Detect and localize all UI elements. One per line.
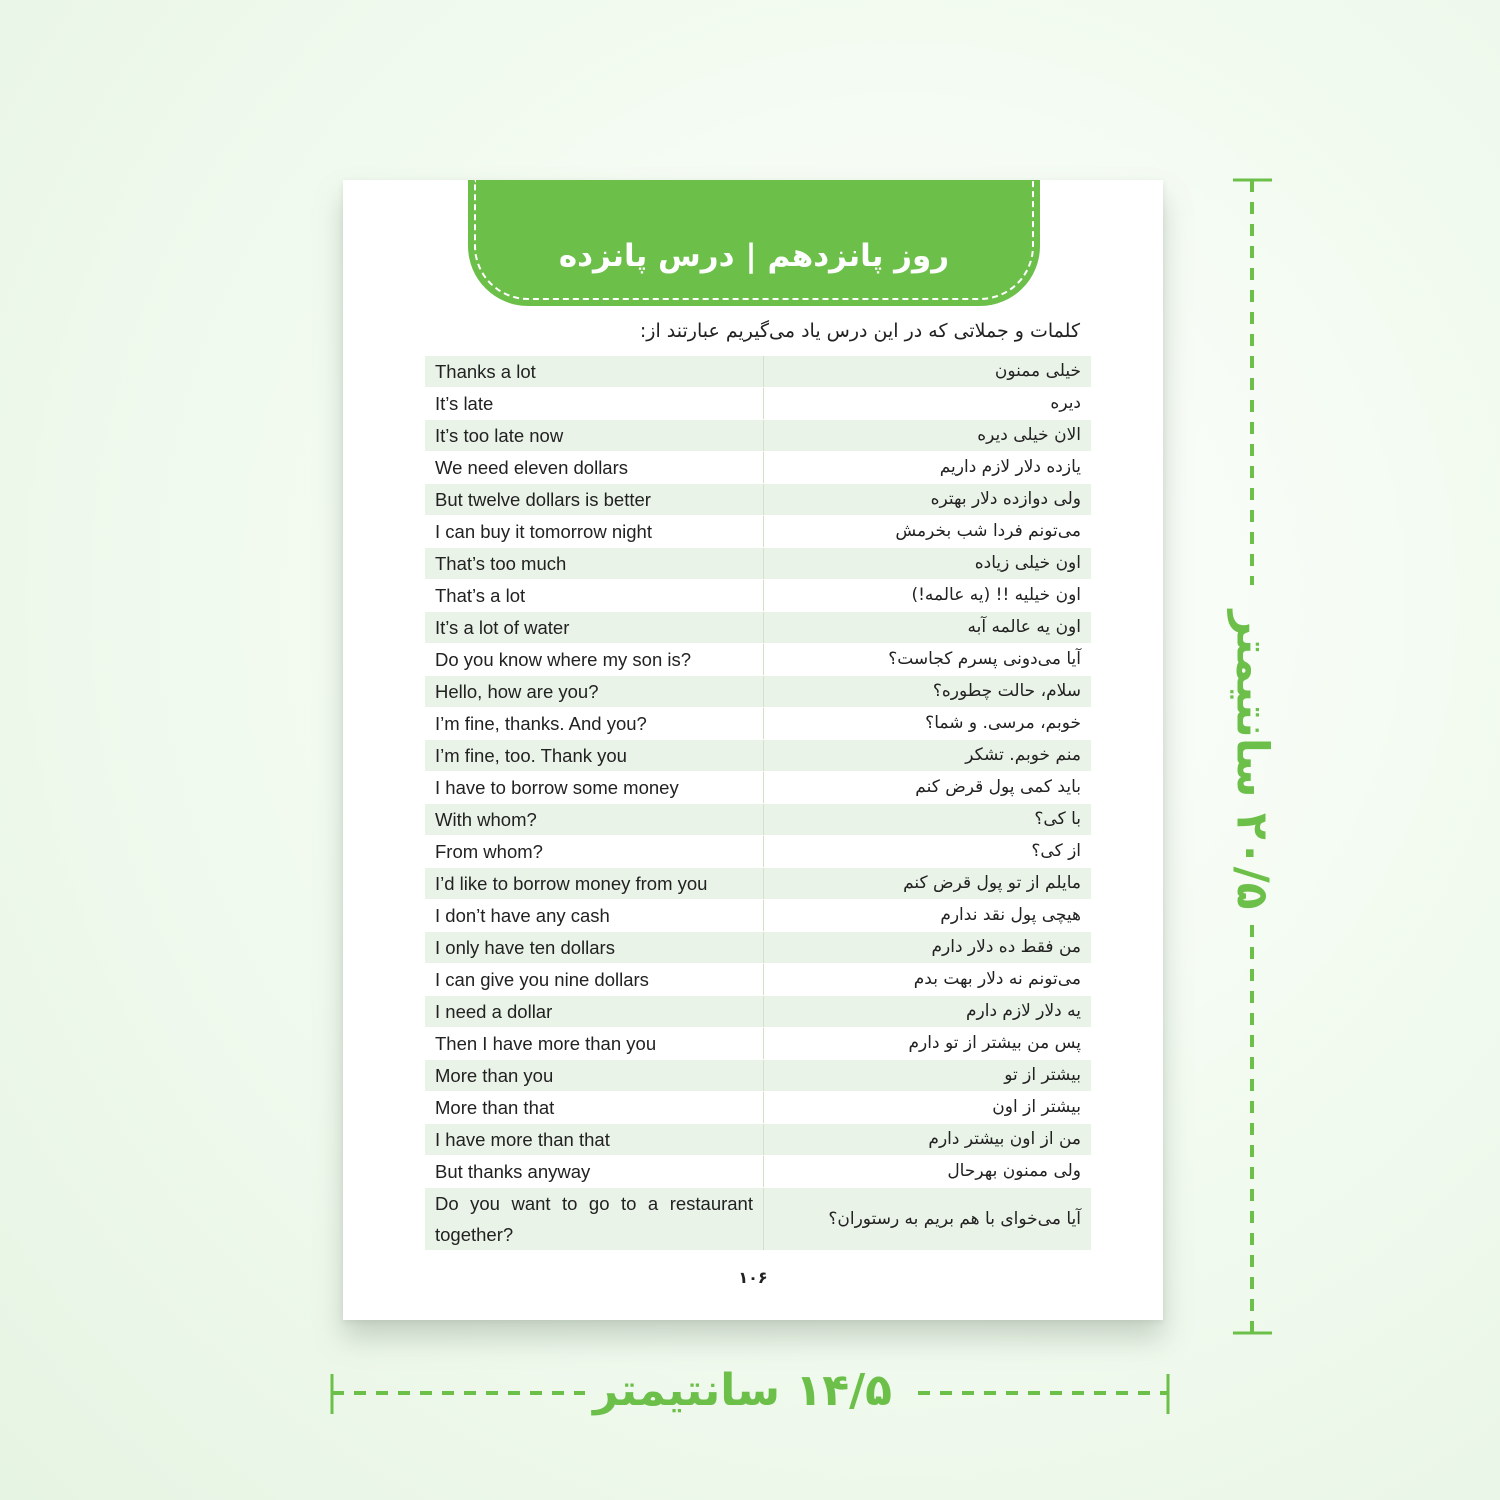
- persian-translation: بیشتر از تو: [764, 1060, 1092, 1092]
- height-label: ۲۰/۵ سانتیمتر: [1226, 610, 1278, 910]
- persian-translation: ولی دوازده دلار بهتره: [764, 484, 1092, 516]
- english-phrase: I can buy it tomorrow night: [425, 516, 764, 548]
- persian-translation: باید کمی پول قرض کنم: [764, 772, 1092, 804]
- english-phrase: Do you know where my son is?: [425, 644, 764, 676]
- persian-translation: اون خیلیه !! (یه عالمه!): [764, 580, 1092, 612]
- english-phrase: From whom?: [425, 836, 764, 868]
- english-phrase: It’s a lot of water: [425, 612, 764, 644]
- english-phrase: Then I have more than you: [425, 1028, 764, 1060]
- persian-translation: بیشتر از اون: [764, 1092, 1092, 1124]
- english-phrase: I’m fine, thanks. And you?: [425, 708, 764, 740]
- persian-translation: مایلم از تو پول قرض کنم: [764, 868, 1092, 900]
- persian-translation: یه دلار لازم دارم: [764, 996, 1092, 1028]
- english-phrase: It’s too late now: [425, 420, 764, 452]
- english-phrase: I have more than that: [425, 1124, 764, 1156]
- persian-translation: خوبم، مرسی. و شما؟: [764, 708, 1092, 740]
- persian-translation: الان خیلی دیره: [764, 420, 1092, 452]
- persian-translation: آیا می‌دونی پسرم کجاست؟: [764, 644, 1092, 676]
- english-phrase: Hello, how are you?: [425, 676, 764, 708]
- persian-translation: پس من بیشتر از تو دارم: [764, 1028, 1092, 1060]
- english-phrase: I don’t have any cash: [425, 900, 764, 932]
- english-phrase: But thanks anyway: [425, 1156, 764, 1188]
- intro-text: کلمات و جملاتی که در این درس یاد می‌گیریم عبارتند از:: [639, 320, 1080, 342]
- english-phrase: I need a dollar: [425, 996, 764, 1028]
- english-phrase: I only have ten dollars: [425, 932, 764, 964]
- english-phrase: But twelve dollars is better: [425, 484, 764, 516]
- persian-translation: خیلی ممنون: [764, 356, 1092, 388]
- persian-translation: هیچی پول نقد ندارم: [764, 900, 1092, 932]
- persian-translation: اون یه عالمه آبه: [764, 612, 1092, 644]
- banner-title: روز پانزدهم | درس پانزده: [558, 238, 950, 274]
- english-phrase: We need eleven dollars: [425, 452, 764, 484]
- english-phrase: With whom?: [425, 804, 764, 836]
- english-phrase: Do you want to go to a restaurant together?: [425, 1188, 764, 1251]
- persian-translation: اون خیلی زیاده: [764, 548, 1092, 580]
- english-phrase: More than you: [425, 1060, 764, 1092]
- width-label: ۱۴/۵ سانتیمتر: [592, 1365, 892, 1416]
- english-phrase: I’d like to borrow money from you: [425, 868, 764, 900]
- english-phrase: That’s too much: [425, 548, 764, 580]
- page-number: ۱۰۶: [738, 1268, 768, 1287]
- english-phrase: Thanks a lot: [425, 356, 764, 388]
- persian-translation: با کی؟: [764, 804, 1092, 836]
- persian-translation: دیره: [764, 388, 1092, 420]
- persian-translation: سلام، حالت چطوره؟: [764, 676, 1092, 708]
- persian-translation: می‌تونم فردا شب بخرمش: [764, 516, 1092, 548]
- english-phrase: I’m fine, too. Thank you: [425, 740, 764, 772]
- persian-translation: ولی ممنون بهرحال: [764, 1156, 1092, 1188]
- english-phrase: I have to borrow some money: [425, 772, 764, 804]
- persian-translation: می‌تونم نه دلار بهت بدم: [764, 964, 1092, 996]
- persian-translation: من از اون بیشتر دارم: [764, 1124, 1092, 1156]
- persian-translation: یازده دلار لازم داریم: [764, 452, 1092, 484]
- persian-translation: منم خوبم. تشکر: [764, 740, 1092, 772]
- persian-translation: از کی؟: [764, 836, 1092, 868]
- persian-translation: من فقط ده دلار دارم: [764, 932, 1092, 964]
- english-phrase: That’s a lot: [425, 580, 764, 612]
- persian-translation: آیا می‌خوای با هم بریم به رستوران؟: [764, 1188, 1092, 1251]
- english-phrase: More than that: [425, 1092, 764, 1124]
- english-phrase: I can give you nine dollars: [425, 964, 764, 996]
- english-phrase: It’s late: [425, 388, 764, 420]
